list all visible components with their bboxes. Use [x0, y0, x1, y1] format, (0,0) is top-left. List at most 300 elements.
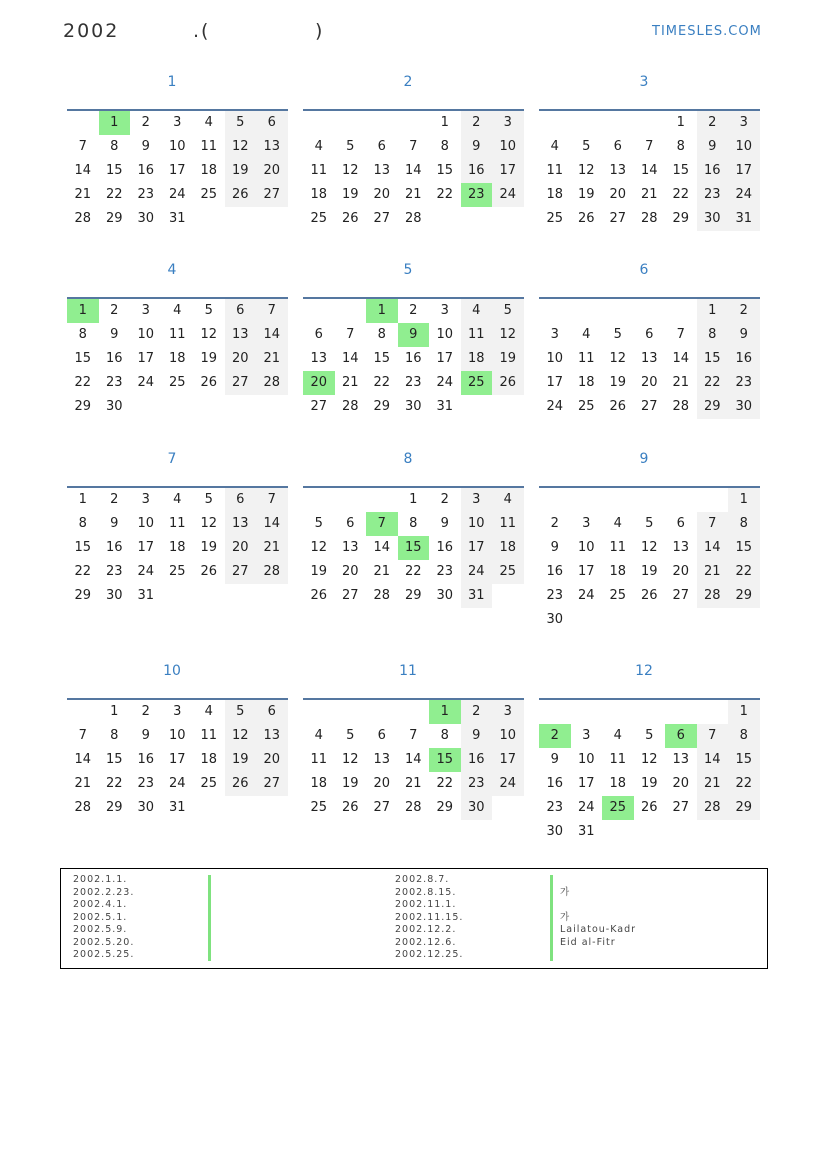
day-cell[interactable]: 26 [640, 800, 658, 815]
day-cell[interactable]: 12 [200, 516, 218, 531]
day-cell[interactable]: 4 [204, 704, 213, 719]
day-cell[interactable]: 19 [200, 540, 218, 555]
day-cell[interactable]: 7 [676, 327, 685, 342]
day-cell[interactable]: 9 [461, 135, 493, 159]
holiday-day-cell[interactable]: 25 [461, 371, 493, 395]
day-cell[interactable]: 30 [137, 800, 155, 815]
day-cell[interactable]: 24 [492, 772, 524, 796]
day-cell[interactable]: 27 [310, 399, 328, 414]
day-cell[interactable]: 5 [492, 299, 524, 323]
day-cell[interactable]: 28 [256, 371, 288, 395]
day-cell[interactable]: 4 [492, 488, 524, 512]
day-cell[interactable]: 30 [137, 211, 155, 226]
day-cell[interactable]: 25 [310, 211, 328, 226]
day-cell[interactable]: 6 [613, 139, 622, 154]
day-cell[interactable]: 2 [141, 115, 150, 130]
day-cell[interactable]: 15 [74, 351, 92, 366]
holiday-day-cell[interactable]: 1 [429, 700, 461, 724]
day-cell[interactable]: 6 [676, 516, 685, 531]
day-cell[interactable]: 9 [110, 327, 119, 342]
day-cell[interactable]: 12 [200, 327, 218, 342]
day-cell[interactable]: 21 [404, 776, 422, 791]
day-cell[interactable]: 13 [225, 323, 257, 347]
day-cell[interactable]: 16 [404, 351, 422, 366]
day-cell[interactable]: 21 [404, 187, 422, 202]
day-cell[interactable]: 6 [645, 327, 654, 342]
day-cell[interactable]: 8 [78, 516, 87, 531]
day-cell[interactable]: 27 [225, 371, 257, 395]
day-cell[interactable]: 25 [200, 776, 218, 791]
day-cell[interactable]: 1 [676, 115, 685, 130]
day-cell[interactable]: 25 [168, 375, 186, 390]
day-cell[interactable]: 22 [728, 772, 760, 796]
day-cell[interactable]: 15 [672, 163, 690, 178]
day-cell[interactable]: 22 [373, 375, 391, 390]
day-cell[interactable]: 28 [373, 588, 391, 603]
day-cell[interactable]: 16 [461, 748, 493, 772]
day-cell[interactable]: 19 [492, 347, 524, 371]
day-cell[interactable]: 8 [728, 724, 760, 748]
day-cell[interactable]: 31 [168, 800, 186, 815]
day-cell[interactable]: 2 [728, 299, 760, 323]
day-cell[interactable]: 12 [341, 163, 359, 178]
day-cell[interactable]: 29 [436, 800, 454, 815]
day-cell[interactable]: 27 [225, 560, 257, 584]
day-cell[interactable]: 3 [728, 111, 760, 135]
day-cell[interactable]: 18 [200, 752, 218, 767]
brand-logo[interactable]: TIMESLES.COM [652, 24, 762, 39]
day-cell[interactable]: 10 [436, 327, 454, 342]
day-cell[interactable]: 28 [640, 211, 658, 226]
day-cell[interactable]: 3 [582, 728, 591, 743]
day-cell[interactable]: 20 [672, 564, 690, 579]
day-cell[interactable]: 21 [256, 536, 288, 560]
day-cell[interactable]: 24 [492, 183, 524, 207]
day-cell[interactable]: 19 [609, 375, 627, 390]
day-cell[interactable]: 21 [697, 772, 729, 796]
day-cell[interactable]: 12 [310, 540, 328, 555]
day-cell[interactable]: 18 [310, 776, 328, 791]
day-cell[interactable]: 21 [697, 560, 729, 584]
day-cell[interactable]: 8 [110, 139, 119, 154]
day-cell[interactable]: 3 [141, 303, 150, 318]
day-cell[interactable]: 9 [141, 139, 150, 154]
day-cell[interactable]: 1 [409, 492, 418, 507]
day-cell[interactable]: 9 [440, 516, 449, 531]
day-cell[interactable]: 17 [492, 748, 524, 772]
day-cell[interactable]: 29 [74, 399, 92, 414]
day-cell[interactable]: 24 [137, 564, 155, 579]
day-cell[interactable]: 14 [404, 752, 422, 767]
day-cell[interactable]: 12 [225, 724, 257, 748]
day-cell[interactable]: 21 [74, 776, 92, 791]
day-cell[interactable]: 8 [728, 512, 760, 536]
day-cell[interactable]: 14 [74, 752, 92, 767]
day-cell[interactable]: 28 [697, 584, 729, 608]
day-cell[interactable]: 10 [492, 135, 524, 159]
day-cell[interactable]: 17 [577, 776, 595, 791]
day-cell[interactable]: 14 [697, 748, 729, 772]
day-cell[interactable]: 24 [436, 375, 454, 390]
day-cell[interactable]: 7 [409, 139, 418, 154]
day-cell[interactable]: 30 [105, 588, 123, 603]
day-cell[interactable]: 24 [728, 183, 760, 207]
day-cell[interactable]: 3 [141, 492, 150, 507]
day-cell[interactable]: 10 [546, 351, 564, 366]
day-cell[interactable]: 20 [672, 776, 690, 791]
day-cell[interactable]: 14 [74, 163, 92, 178]
day-cell[interactable]: 11 [200, 728, 218, 743]
day-cell[interactable]: 11 [310, 752, 328, 767]
day-cell[interactable]: 16 [105, 351, 123, 366]
day-cell[interactable]: 23 [404, 375, 422, 390]
day-cell[interactable]: 26 [341, 211, 359, 226]
day-cell[interactable]: 5 [346, 139, 355, 154]
day-cell[interactable]: 18 [609, 564, 627, 579]
day-cell[interactable]: 6 [377, 139, 386, 154]
day-cell[interactable]: 18 [168, 351, 186, 366]
day-cell[interactable]: 14 [404, 163, 422, 178]
day-cell[interactable]: 13 [609, 163, 627, 178]
day-cell[interactable]: 26 [225, 183, 257, 207]
day-cell[interactable]: 17 [728, 159, 760, 183]
day-cell[interactable]: 8 [440, 139, 449, 154]
holiday-day-cell[interactable]: 25 [602, 796, 634, 820]
day-cell[interactable]: 9 [110, 516, 119, 531]
day-cell[interactable]: 12 [640, 752, 658, 767]
day-cell[interactable]: 8 [676, 139, 685, 154]
holiday-day-cell[interactable]: 7 [366, 512, 398, 536]
day-cell[interactable]: 14 [256, 512, 288, 536]
day-cell[interactable]: 1 [78, 492, 87, 507]
day-cell[interactable]: 26 [310, 588, 328, 603]
day-cell[interactable]: 10 [461, 512, 493, 536]
day-cell[interactable]: 4 [613, 728, 622, 743]
day-cell[interactable]: 30 [105, 399, 123, 414]
day-cell[interactable]: 29 [373, 399, 391, 414]
day-cell[interactable]: 27 [373, 211, 391, 226]
day-cell[interactable]: 11 [492, 512, 524, 536]
day-cell[interactable]: 8 [110, 728, 119, 743]
day-cell[interactable]: 13 [256, 724, 288, 748]
day-cell[interactable]: 2 [409, 303, 418, 318]
day-cell[interactable]: 15 [373, 351, 391, 366]
day-cell[interactable]: 8 [409, 516, 418, 531]
day-cell[interactable]: 12 [341, 752, 359, 767]
day-cell[interactable]: 18 [168, 540, 186, 555]
day-cell[interactable]: 16 [697, 159, 729, 183]
day-cell[interactable]: 25 [609, 588, 627, 603]
day-cell[interactable]: 15 [105, 752, 123, 767]
day-cell[interactable]: 26 [577, 211, 595, 226]
day-cell[interactable]: 11 [609, 752, 627, 767]
day-cell[interactable]: 12 [492, 323, 524, 347]
day-cell[interactable]: 5 [582, 139, 591, 154]
day-cell[interactable]: 25 [168, 564, 186, 579]
day-cell[interactable]: 17 [168, 163, 186, 178]
day-cell[interactable]: 1 [728, 700, 760, 724]
holiday-day-cell[interactable]: 1 [67, 299, 99, 323]
day-cell[interactable]: 21 [74, 187, 92, 202]
day-cell[interactable]: 24 [546, 399, 564, 414]
day-cell[interactable]: 22 [672, 187, 690, 202]
day-cell[interactable]: 5 [645, 516, 654, 531]
day-cell[interactable]: 27 [640, 399, 658, 414]
day-cell[interactable]: 12 [609, 351, 627, 366]
day-cell[interactable]: 27 [373, 800, 391, 815]
day-cell[interactable]: 18 [546, 187, 564, 202]
day-cell[interactable]: 3 [492, 700, 524, 724]
day-cell[interactable]: 20 [640, 375, 658, 390]
day-cell[interactable]: 18 [492, 536, 524, 560]
day-cell[interactable]: 13 [672, 540, 690, 555]
day-cell[interactable]: 10 [137, 327, 155, 342]
day-cell[interactable]: 22 [105, 187, 123, 202]
day-cell[interactable]: 14 [256, 323, 288, 347]
day-cell[interactable]: 1 [728, 488, 760, 512]
day-cell[interactable]: 6 [314, 327, 323, 342]
day-cell[interactable]: 18 [577, 375, 595, 390]
day-cell[interactable]: 5 [204, 303, 213, 318]
day-cell[interactable]: 10 [577, 540, 595, 555]
day-cell[interactable]: 5 [346, 728, 355, 743]
day-cell[interactable]: 28 [341, 399, 359, 414]
day-cell[interactable]: 9 [728, 323, 760, 347]
day-cell[interactable]: 16 [436, 540, 454, 555]
day-cell[interactable]: 19 [225, 159, 257, 183]
day-cell[interactable]: 15 [74, 540, 92, 555]
day-cell[interactable]: 28 [672, 399, 690, 414]
day-cell[interactable]: 19 [341, 187, 359, 202]
day-cell[interactable]: 3 [550, 327, 559, 342]
day-cell[interactable]: 20 [225, 347, 257, 371]
day-cell[interactable]: 28 [74, 800, 92, 815]
day-cell[interactable]: 27 [672, 588, 690, 603]
day-cell[interactable]: 29 [404, 588, 422, 603]
day-cell[interactable]: 9 [697, 135, 729, 159]
day-cell[interactable]: 30 [546, 824, 564, 839]
day-cell[interactable]: 23 [436, 564, 454, 579]
day-cell[interactable]: 24 [168, 776, 186, 791]
day-cell[interactable]: 16 [728, 347, 760, 371]
day-cell[interactable]: 20 [373, 187, 391, 202]
day-cell[interactable]: 17 [577, 564, 595, 579]
day-cell[interactable]: 11 [609, 540, 627, 555]
day-cell[interactable]: 29 [74, 588, 92, 603]
day-cell[interactable]: 1 [110, 704, 119, 719]
day-cell[interactable]: 20 [341, 564, 359, 579]
day-cell[interactable]: 25 [492, 560, 524, 584]
day-cell[interactable]: 21 [341, 375, 359, 390]
day-cell[interactable]: 11 [577, 351, 595, 366]
day-cell[interactable]: 7 [78, 728, 87, 743]
day-cell[interactable]: 18 [310, 187, 328, 202]
day-cell[interactable]: 7 [409, 728, 418, 743]
day-cell[interactable]: 16 [461, 159, 493, 183]
day-cell[interactable]: 27 [256, 772, 288, 796]
day-cell[interactable]: 22 [74, 564, 92, 579]
day-cell[interactable]: 2 [550, 516, 559, 531]
day-cell[interactable]: 21 [672, 375, 690, 390]
day-cell[interactable]: 25 [310, 800, 328, 815]
day-cell[interactable]: 22 [404, 564, 422, 579]
day-cell[interactable]: 23 [105, 375, 123, 390]
day-cell[interactable]: 11 [310, 163, 328, 178]
day-cell[interactable]: 19 [225, 748, 257, 772]
day-cell[interactable]: 19 [341, 776, 359, 791]
day-cell[interactable]: 5 [613, 327, 622, 342]
day-cell[interactable]: 2 [461, 111, 493, 135]
day-cell[interactable]: 6 [256, 700, 288, 724]
day-cell[interactable]: 22 [105, 776, 123, 791]
day-cell[interactable]: 7 [256, 299, 288, 323]
day-cell[interactable]: 20 [609, 187, 627, 202]
day-cell[interactable]: 29 [697, 395, 729, 419]
day-cell[interactable]: 9 [461, 724, 493, 748]
day-cell[interactable]: 30 [546, 612, 564, 627]
day-cell[interactable]: 5 [314, 516, 323, 531]
holiday-day-cell[interactable]: 1 [366, 299, 398, 323]
day-cell[interactable]: 14 [640, 163, 658, 178]
day-cell[interactable]: 4 [550, 139, 559, 154]
day-cell[interactable]: 28 [697, 796, 729, 820]
day-cell[interactable]: 14 [341, 351, 359, 366]
day-cell[interactable]: 17 [436, 351, 454, 366]
day-cell[interactable]: 17 [546, 375, 564, 390]
day-cell[interactable]: 3 [492, 111, 524, 135]
day-cell[interactable]: 4 [613, 516, 622, 531]
day-cell[interactable]: 18 [200, 163, 218, 178]
day-cell[interactable]: 7 [78, 139, 87, 154]
day-cell[interactable]: 23 [137, 776, 155, 791]
day-cell[interactable]: 24 [577, 588, 595, 603]
day-cell[interactable]: 31 [168, 211, 186, 226]
day-cell[interactable]: 2 [110, 492, 119, 507]
day-cell[interactable]: 27 [341, 588, 359, 603]
day-cell[interactable]: 31 [728, 207, 760, 231]
day-cell[interactable]: 2 [697, 111, 729, 135]
holiday-day-cell[interactable]: 20 [303, 371, 335, 395]
day-cell[interactable]: 22 [697, 371, 729, 395]
day-cell[interactable]: 17 [168, 752, 186, 767]
day-cell[interactable]: 20 [256, 748, 288, 772]
holiday-day-cell[interactable]: 6 [665, 724, 697, 748]
day-cell[interactable]: 10 [168, 139, 186, 154]
day-cell[interactable]: 3 [173, 704, 182, 719]
holiday-day-cell[interactable]: 15 [429, 748, 461, 772]
day-cell[interactable]: 28 [404, 211, 422, 226]
day-cell[interactable]: 16 [546, 564, 564, 579]
day-cell[interactable]: 8 [697, 323, 729, 347]
day-cell[interactable]: 3 [582, 516, 591, 531]
day-cell[interactable]: 22 [436, 776, 454, 791]
day-cell[interactable]: 12 [225, 135, 257, 159]
day-cell[interactable]: 13 [341, 540, 359, 555]
day-cell[interactable]: 4 [461, 299, 493, 323]
day-cell[interactable]: 14 [672, 351, 690, 366]
day-cell[interactable]: 2 [141, 704, 150, 719]
day-cell[interactable]: 14 [373, 540, 391, 555]
day-cell[interactable]: 25 [200, 187, 218, 202]
day-cell[interactable]: 29 [105, 800, 123, 815]
day-cell[interactable]: 4 [204, 115, 213, 130]
holiday-day-cell[interactable]: 9 [398, 323, 430, 347]
day-cell[interactable]: 24 [577, 800, 595, 815]
day-cell[interactable]: 10 [728, 135, 760, 159]
day-cell[interactable]: 16 [546, 776, 564, 791]
day-cell[interactable]: 9 [550, 752, 559, 767]
day-cell[interactable]: 16 [137, 752, 155, 767]
day-cell[interactable]: 22 [74, 375, 92, 390]
day-cell[interactable]: 17 [492, 159, 524, 183]
day-cell[interactable]: 23 [728, 371, 760, 395]
day-cell[interactable]: 17 [137, 351, 155, 366]
day-cell[interactable]: 29 [672, 211, 690, 226]
day-cell[interactable]: 6 [256, 111, 288, 135]
day-cell[interactable]: 28 [404, 800, 422, 815]
day-cell[interactable]: 23 [461, 772, 493, 796]
day-cell[interactable]: 19 [640, 776, 658, 791]
day-cell[interactable]: 26 [640, 588, 658, 603]
day-cell[interactable]: 13 [640, 351, 658, 366]
day-cell[interactable]: 10 [492, 724, 524, 748]
day-cell[interactable]: 28 [256, 560, 288, 584]
day-cell[interactable]: 8 [440, 728, 449, 743]
day-cell[interactable]: 13 [373, 752, 391, 767]
day-cell[interactable]: 13 [256, 135, 288, 159]
day-cell[interactable]: 17 [461, 536, 493, 560]
day-cell[interactable]: 7 [697, 724, 729, 748]
day-cell[interactable]: 19 [577, 187, 595, 202]
day-cell[interactable]: 29 [105, 211, 123, 226]
day-cell[interactable]: 16 [137, 163, 155, 178]
day-cell[interactable]: 17 [137, 540, 155, 555]
day-cell[interactable]: 26 [341, 800, 359, 815]
day-cell[interactable]: 19 [640, 564, 658, 579]
day-cell[interactable]: 27 [256, 183, 288, 207]
day-cell[interactable]: 15 [728, 748, 760, 772]
day-cell[interactable]: 12 [577, 163, 595, 178]
day-cell[interactable]: 9 [550, 540, 559, 555]
day-cell[interactable]: 4 [314, 139, 323, 154]
day-cell[interactable]: 21 [640, 187, 658, 202]
day-cell[interactable]: 26 [200, 564, 218, 579]
day-cell[interactable]: 7 [697, 512, 729, 536]
day-cell[interactable]: 10 [168, 728, 186, 743]
day-cell[interactable]: 15 [728, 536, 760, 560]
day-cell[interactable]: 2 [440, 492, 449, 507]
day-cell[interactable]: 8 [377, 327, 386, 342]
day-cell[interactable]: 26 [609, 399, 627, 414]
day-cell[interactable]: 30 [461, 796, 493, 820]
day-cell[interactable]: 30 [728, 395, 760, 419]
day-cell[interactable]: 31 [137, 588, 155, 603]
day-cell[interactable]: 3 [461, 488, 493, 512]
day-cell[interactable]: 11 [168, 327, 186, 342]
day-cell[interactable]: 30 [404, 399, 422, 414]
day-cell[interactable]: 1 [697, 299, 729, 323]
day-cell[interactable]: 22 [436, 187, 454, 202]
day-cell[interactable]: 4 [314, 728, 323, 743]
day-cell[interactable]: 21 [256, 347, 288, 371]
day-cell[interactable]: 22 [728, 560, 760, 584]
day-cell[interactable]: 26 [200, 375, 218, 390]
day-cell[interactable]: 11 [461, 323, 493, 347]
day-cell[interactable]: 19 [310, 564, 328, 579]
day-cell[interactable]: 23 [137, 187, 155, 202]
day-cell[interactable]: 20 [256, 159, 288, 183]
day-cell[interactable]: 29 [728, 584, 760, 608]
